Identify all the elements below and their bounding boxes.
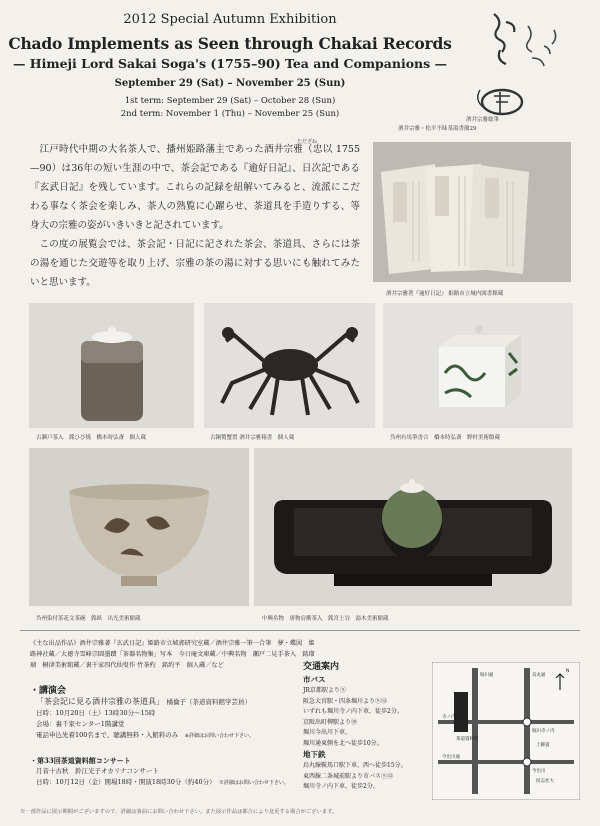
subway-heading: 地下鉄: [303, 750, 326, 759]
incense-container-photo: [383, 303, 573, 428]
map-label: 上御霊: [536, 743, 550, 748]
map-label: 堀川通: [480, 673, 494, 678]
lecture-name: 「茶会記に見る酒井宗雅の茶道具」: [36, 697, 160, 706]
bus-line: 堀川今出川下車、: [303, 729, 352, 736]
crab-ornament-caption: 古銅製蟹置 酒井宗雅箱書 個人蔵: [210, 435, 295, 441]
lecture-venue: 会場：裏千家センター1階講堂: [36, 720, 125, 728]
exhibition-dates: September 29 (Sat) – November 25 (Sun): [114, 78, 346, 89]
lecture-speaker: 橘倫子（茶道資料館学芸員）: [166, 698, 251, 706]
concert-heading: ・第33回茶道資料館コンサート: [30, 756, 131, 765]
lecture-time: 日時：10月20日（土）13時30分〜15時: [36, 709, 156, 717]
calligraphy-caption-1: 酒井宗雅総筆: [466, 117, 500, 123]
concert-name: 月音十古秋 鈴江光子オカリナコンサート: [36, 767, 159, 775]
books-caption: 酒井宗雅著『逾好日記』 姫路市立城内図書館蔵: [386, 291, 504, 297]
subway-line: 烏丸線鞍馬口駅下車、西へ徒歩15分。: [303, 762, 407, 769]
tea-caddy-photo: [29, 303, 194, 428]
tea-caddy-caption: 古瀬戸茶入 銘ひび焼 橋本時弘斎 個人蔵: [36, 435, 147, 441]
map-label: 同志社大: [536, 779, 554, 784]
books-photo: [373, 142, 571, 282]
works-list: [30, 638, 320, 671]
bus-line: 阪急大宮駅・四条堀川より⑨⑫: [303, 697, 388, 705]
works-list-text: 酒井宗雅著『玄武日記』姫路市立城郭研究室蔵／酒井宗雅一筆一合筆 夢・蝶図 姫路神社蔵／大徳寺雪峰宗圓墨蹟「茶器名物集」写本 今日庵文庫蔵／中興名物 瀬戸二見手茶入 銘瑠璃 桐津美術館蔵／裏千家四代仙叟作 竹茶杓 銘約平 個人蔵／など: [30, 640, 315, 669]
map-label: N: [566, 669, 570, 674]
tea-bowl-photo: [29, 448, 249, 606]
access-info: [303, 660, 433, 793]
concert-block: [30, 755, 300, 789]
bus-line: いずれも堀川寺ノ内下車、徒歩2分。: [303, 708, 403, 715]
intro-furigana: ただざね: [297, 139, 318, 145]
intro-text: [30, 140, 360, 292]
subway-line: 堀川寺ノ内下車、徒歩2分。: [303, 783, 379, 790]
lacquer-tray-caption: 中興名物 唐物肩衝茶入 銘宮土谷 湯木美術館蔵: [262, 616, 389, 622]
footer-note: ※一部作品に展示期間がございますので、詳細は事前にお問い合わせ下さい。また展示作品は都合により変更する場合がございます。: [20, 809, 338, 815]
exhibition-title: Chado Implements as Seen through Chakai Records: [8, 34, 452, 53]
section-divider: [20, 630, 580, 631]
exhibition-subtitle: — Himeji Lord Sakai Soga's (1755–90) Tea and Companions —: [12, 56, 448, 71]
bus-line: 京阪出町柳駅より⑩: [303, 718, 358, 726]
map-label: 茶道資料館: [456, 737, 479, 742]
map-label: 今出川通: [442, 755, 460, 760]
lacquer-tray-photo: [254, 448, 572, 606]
bus-line: 堀川通東側を北へ徒歩10分。: [303, 739, 383, 747]
bus-line: JR京都駅より⑨: [303, 687, 346, 694]
map-label: 烏丸通: [532, 673, 546, 678]
incense-container-caption: 呉州有馬筆香合 橋本時弘斎 野村美術館蔵: [390, 435, 501, 441]
map-label: 堀川寺ノ内: [532, 729, 555, 734]
calligraphy-caption-2: 酒井宗雅・松平不昧茶湯書簡29: [398, 126, 477, 132]
exhibition-year-line: 2012 Special Autumn Exhibition: [123, 12, 337, 27]
first-term: 1st term: September 29 (Sat) – October 28 (Sun): [124, 96, 336, 106]
second-term: 2nd term: November 1 (Thu) – November 25 (Sun): [120, 109, 340, 119]
lecture-apply: 電話申込先着100名まで、聴講無料・入館料のみ: [36, 731, 179, 739]
calligraphy-image: [466, 6, 584, 122]
subway-line: 東西線二条城前駅より市バス⑨⑫: [303, 772, 394, 780]
tea-bowl-caption: 呉州染付茶花文茶碗 銘紙 出光美術館蔵: [36, 616, 141, 622]
works-list-heading: 《主な出品作品》: [30, 640, 80, 647]
map-label: 今出川: [532, 769, 546, 774]
intro-paragraph-1: 江戸時代中期の大名茶人で、播州姫路藩主であった酒井宗雅（忠以 1755—90）は36年の短い生涯の中で、茶会記である『逾好日記』、日次記である『玄武日記』を残しています。これらの記録を紐解いてみると、流派にこだわる事なく茶会を楽しみ、茶人の熟覧に心躍らせ、茶道具を手造りする、等身大の宗雅の姿がいきいきと記されています。: [30, 144, 360, 231]
intro-paragraph-2: この度の展覧会では、茶会記・日記に記された茶会、茶道具、さらには茶の湯を通じた交遊等を取り上げ、宗雅の茶の湯に対する思いにも触れてみたいと思います。: [30, 239, 360, 288]
access-heading: 交通案内: [303, 662, 340, 672]
lecture-note: ※詳細はお問い合わせ下さい。: [184, 733, 254, 739]
crab-ornament-photo: [204, 303, 375, 428]
access-map: [432, 662, 580, 800]
concert-time: 日時：10月12日（金）開場18時・開演18時30分（約40分）: [36, 778, 213, 786]
lecture-block: [36, 696, 301, 742]
lecture-heading: ・講演会: [30, 686, 67, 696]
bus-heading: 市バス: [303, 675, 326, 684]
concert-note: ※詳細はお問い合わせ下さい。: [218, 780, 289, 786]
map-label: 寺ノ内通: [442, 715, 460, 720]
